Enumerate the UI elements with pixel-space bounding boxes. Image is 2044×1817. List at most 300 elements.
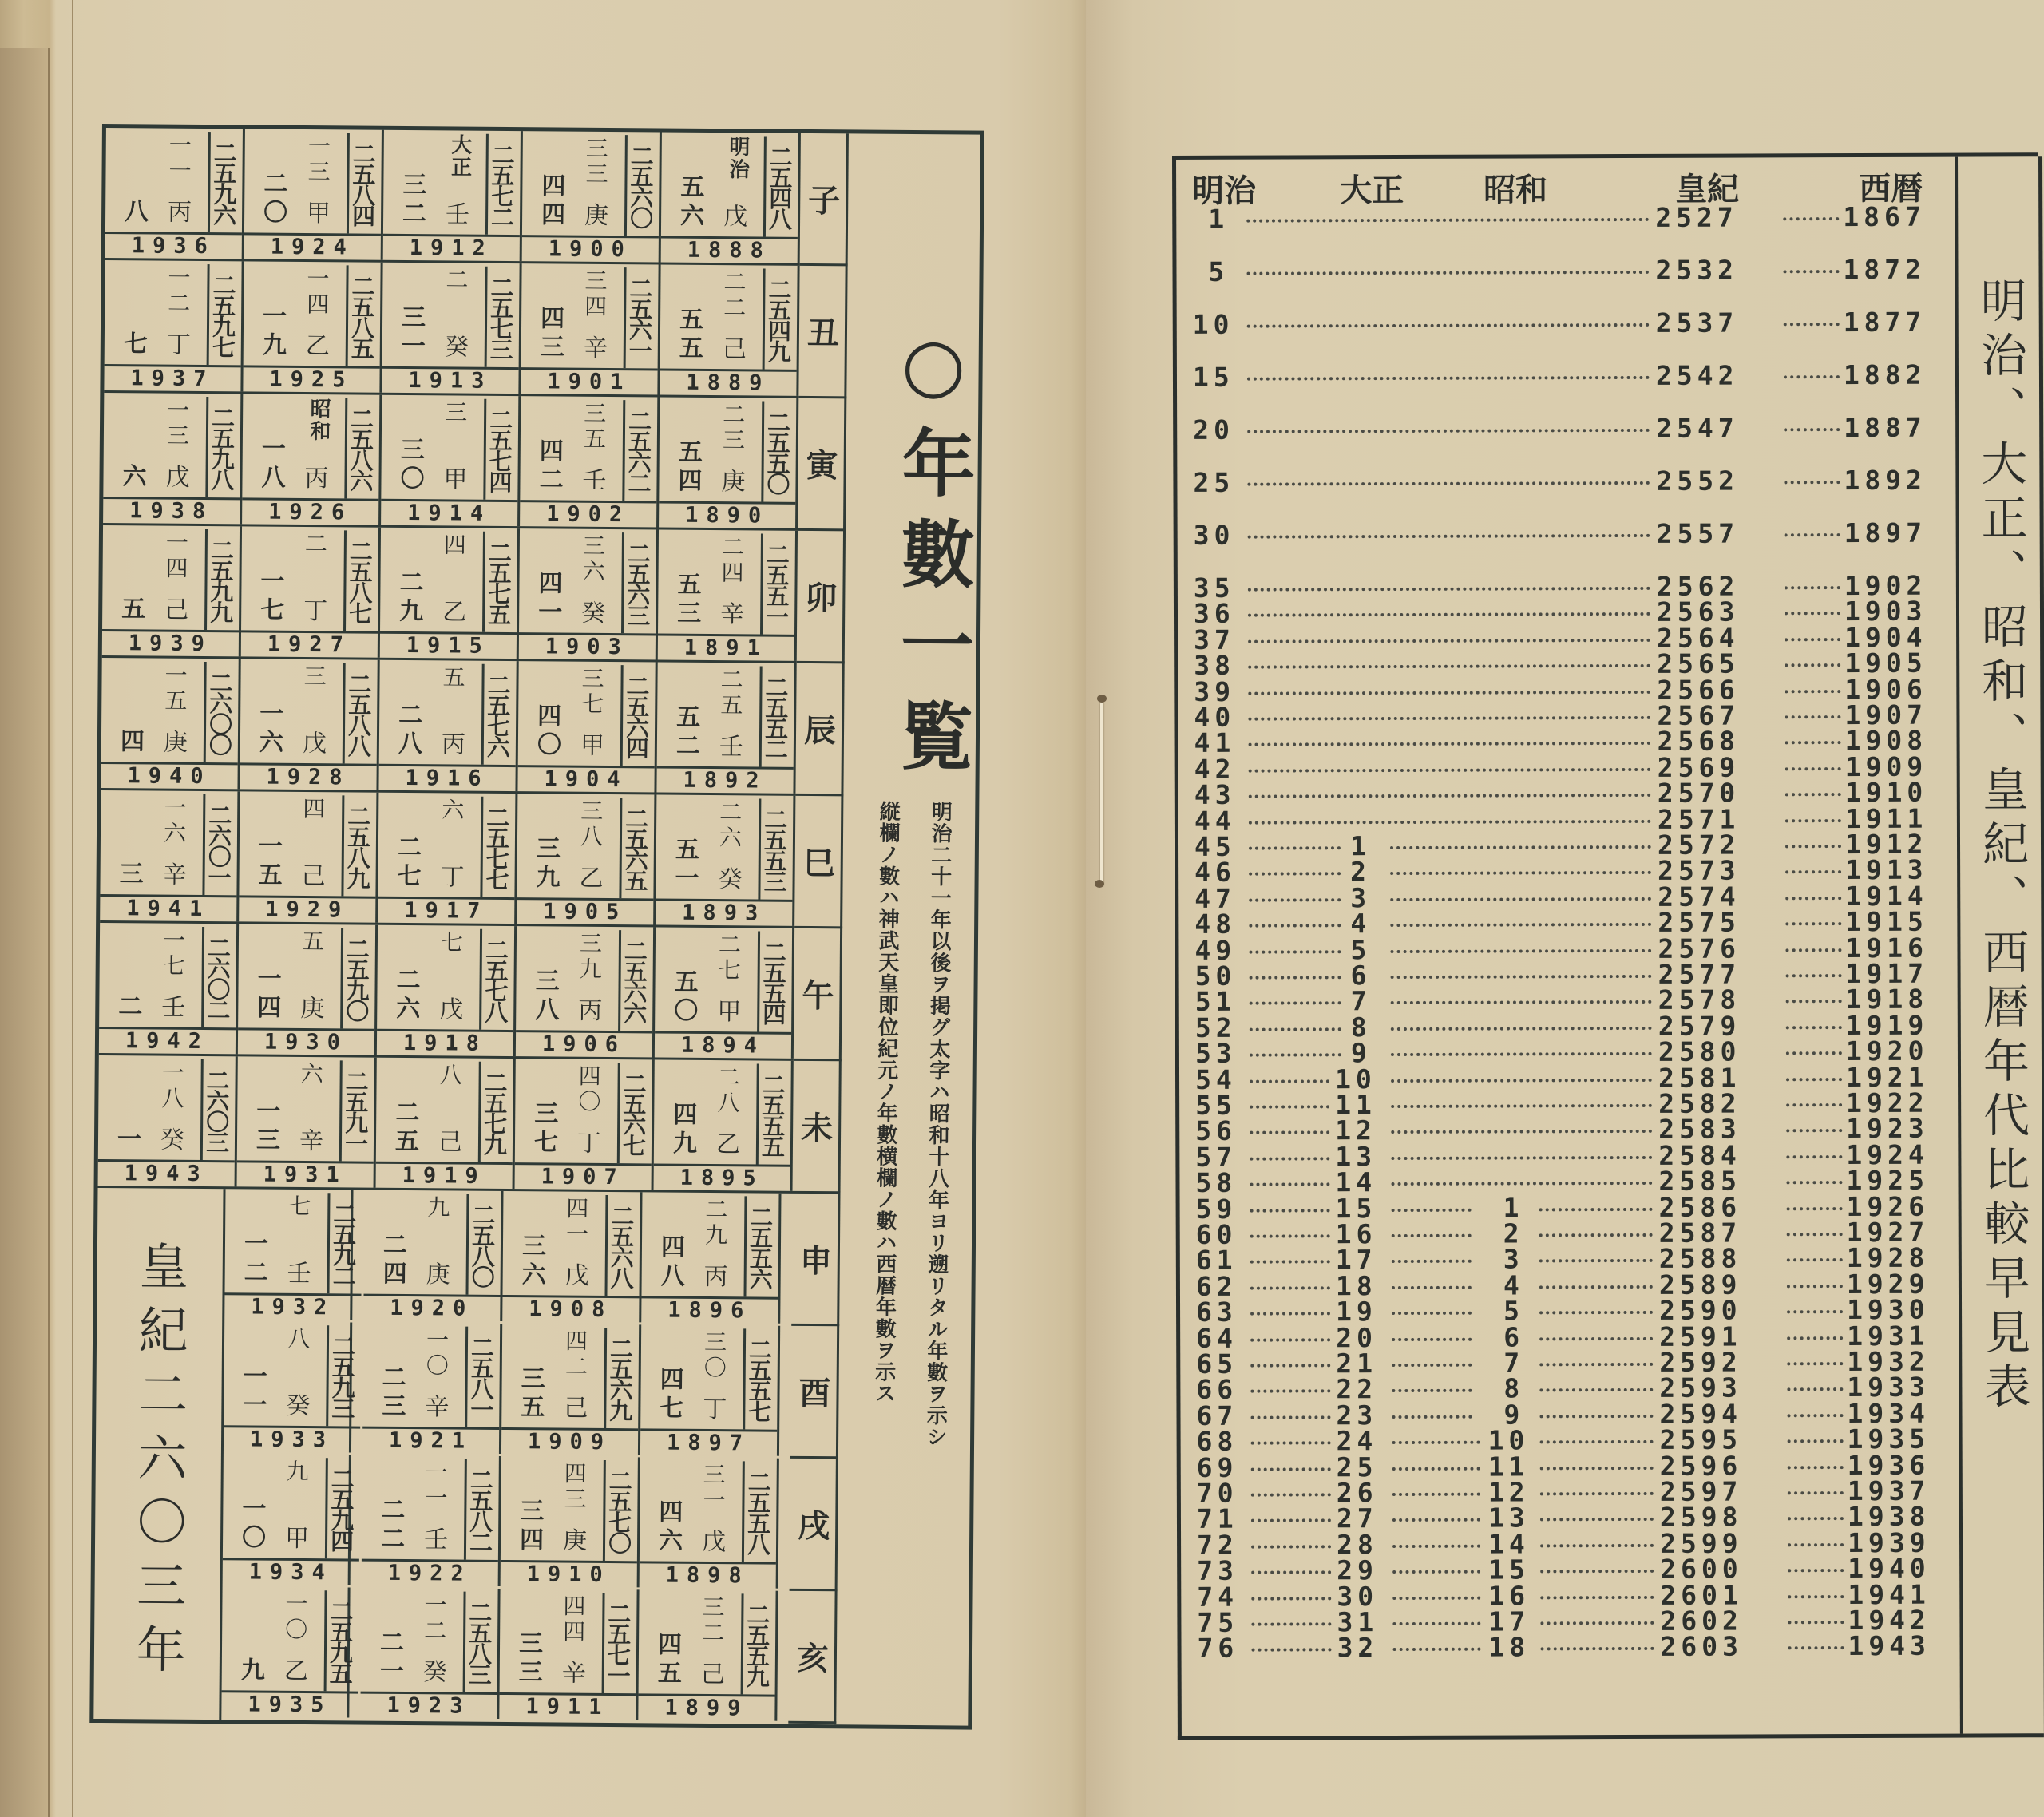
- cell-main: [382, 263, 485, 367]
- heavenly-stem: 戊: [302, 729, 327, 758]
- heavenly-stem: 丁: [703, 1395, 727, 1424]
- era-year: 一四: [162, 530, 189, 582]
- header-koki: 皇紀: [1675, 171, 1740, 208]
- cell-main: [376, 1058, 479, 1162]
- era-year: 一六: [160, 795, 188, 847]
- heavenly-stem: 庚: [562, 1526, 588, 1555]
- meiji-year: 70: [1196, 1477, 1238, 1509]
- years-elapsed: 四四: [536, 172, 565, 231]
- koki-year: 2601: [1660, 1579, 1743, 1611]
- western-year: 1938: [103, 497, 240, 524]
- era-year: 三: [300, 663, 327, 691]
- cell-main: [101, 658, 204, 762]
- koki-year: 二五九七: [207, 264, 238, 365]
- western-year: 1882: [1843, 358, 1927, 391]
- heavenly-stem: 丁: [576, 1129, 602, 1158]
- showa-year: 13: [1487, 1502, 1530, 1534]
- header-meiji: 明治: [1192, 172, 1257, 210]
- era-year: 七: [285, 1194, 312, 1221]
- years-elapsed: 四〇: [532, 703, 561, 761]
- heavenly-stem: 丁: [166, 331, 191, 359]
- era-year: 四三: [561, 1461, 588, 1513]
- western-year: 1937: [104, 364, 240, 391]
- meiji-year: 65: [1196, 1348, 1238, 1380]
- koki-year: 二五五〇: [761, 402, 792, 502]
- meiji-year: 53: [1194, 1037, 1237, 1070]
- year-cell: [378, 793, 517, 924]
- meiji-year: 66: [1196, 1374, 1238, 1406]
- meiji-year: 62: [1195, 1270, 1238, 1302]
- taisho-year: 12: [1335, 1114, 1377, 1146]
- western-year: 1930: [238, 1027, 374, 1055]
- western-year: 1903: [519, 632, 656, 659]
- year-cell: [239, 791, 378, 922]
- era-year: 五: [298, 928, 326, 956]
- cell-main: [518, 661, 621, 766]
- year-cell: [638, 1589, 778, 1720]
- years-elapsed: 二二: [375, 1496, 405, 1555]
- heavenly-stem: 己: [301, 861, 326, 891]
- heavenly-stem: 庚: [426, 1261, 450, 1289]
- koki-year: 二五六一: [624, 267, 655, 368]
- western-year: 1933: [1847, 1372, 1930, 1403]
- taisho-year: 8: [1350, 1011, 1372, 1043]
- era-year: 三七: [578, 666, 605, 718]
- meiji-year: 71: [1196, 1503, 1238, 1535]
- years-elapsed: 五: [117, 596, 145, 625]
- cell-main: [98, 1055, 201, 1160]
- note-1: 明治二十一年以後ヲ掲グ太字ハ昭和十八年ヨリ遡リタル年數ヲ示シ: [923, 801, 953, 1448]
- meiji-year: 10: [1192, 308, 1234, 340]
- year-cell: [656, 662, 796, 793]
- western-year: 1920: [1845, 1035, 1929, 1067]
- koki-year: 二五七〇: [603, 1460, 634, 1561]
- koki-year: 二六〇〇: [204, 662, 235, 762]
- cell-main: [659, 397, 762, 501]
- western-year: 1925: [243, 365, 379, 392]
- showa-year: 10: [1487, 1424, 1530, 1456]
- era-year: 二九: [701, 1197, 729, 1249]
- koki-year: 二五九六: [208, 132, 239, 232]
- koki-year: 2567: [1657, 699, 1741, 731]
- years-elapsed: 二〇: [258, 170, 287, 228]
- koki-year: 2593: [1659, 1372, 1742, 1404]
- taisho-year: 17: [1335, 1244, 1377, 1276]
- western-year: 1898: [640, 1561, 776, 1588]
- heavenly-stem: 乙: [579, 864, 604, 893]
- western-year: 1906: [516, 1030, 652, 1057]
- year-cell: [101, 658, 240, 789]
- koki-year: 2590: [1658, 1294, 1742, 1327]
- heavenly-stem: 己: [164, 596, 189, 624]
- table-row: [1178, 699, 1956, 733]
- koki-year: 二五五五: [756, 1063, 787, 1164]
- cell-main: [223, 1454, 326, 1558]
- western-year: 1929: [1846, 1268, 1930, 1300]
- years-elapsed: 五一: [670, 836, 699, 894]
- years-elapsed: 二八: [393, 701, 422, 760]
- table-row: [100, 790, 795, 928]
- heavenly-stem: 丁: [303, 597, 328, 626]
- western-year: 1912: [1844, 828, 1928, 861]
- meiji-year: 36: [1193, 598, 1235, 630]
- heavenly-stem: 丁: [440, 863, 465, 892]
- table-row: [1180, 1268, 1959, 1302]
- western-year: 1867: [1843, 200, 1926, 233]
- taisho-year: 27: [1336, 1502, 1378, 1534]
- year-cell: [240, 659, 379, 790]
- western-year: 1919: [376, 1162, 513, 1189]
- era-year: 二六: [715, 800, 743, 852]
- years-elapsed: 二五: [390, 1099, 419, 1158]
- cell-main: [237, 1056, 340, 1161]
- koki-year: 2532: [1655, 254, 1739, 286]
- table-row: [1177, 358, 1955, 393]
- showa-year: 15: [1488, 1554, 1531, 1585]
- years-elapsed: 三四: [514, 1498, 544, 1556]
- western-year: 1900: [522, 235, 659, 262]
- koki-year: 二五八四: [347, 133, 378, 233]
- taisho-year: 15: [1335, 1192, 1377, 1224]
- taisho-year: 30: [1337, 1580, 1379, 1612]
- western-year: 1918: [1845, 984, 1929, 1015]
- meiji-year: 61: [1195, 1245, 1238, 1277]
- cell-main: [501, 1324, 604, 1428]
- table-row: [1178, 647, 1956, 682]
- showa-year: 7: [1503, 1347, 1525, 1379]
- year-cell: [502, 1191, 642, 1322]
- koki-year: 二五六五: [619, 798, 650, 898]
- table-row: [99, 923, 794, 1061]
- western-year: 1877: [1843, 306, 1927, 338]
- years-elapsed: 九: [236, 1657, 264, 1686]
- koki-year: 2587: [1658, 1217, 1742, 1249]
- cell-main: [501, 1456, 604, 1561]
- western-year: 1939: [1848, 1526, 1931, 1558]
- koki-year: 二五九二: [327, 1193, 358, 1293]
- koki-year: 二五八五: [346, 265, 377, 366]
- header-seireki: 西暦: [1859, 170, 1923, 208]
- year-cell: [383, 130, 523, 261]
- era-year: 四一: [562, 1196, 590, 1248]
- koki-year: 2582: [1658, 1087, 1741, 1119]
- zodiac-label: 戌: [790, 1459, 838, 1591]
- meiji-year: 48: [1194, 908, 1237, 940]
- table-row: [1177, 411, 1955, 445]
- heavenly-stem: 丙: [304, 465, 329, 493]
- western-year: 1907: [1844, 699, 1928, 731]
- table-row: [98, 1055, 794, 1194]
- western-year: 1926: [1846, 1190, 1930, 1222]
- koki-year: 2566: [1657, 674, 1740, 706]
- koki-year: 2568: [1657, 725, 1741, 758]
- era-year: 九: [424, 1195, 451, 1221]
- western-year: 1891: [658, 633, 794, 660]
- koki-year: 2599: [1660, 1527, 1743, 1559]
- western-year: 1911: [499, 1692, 636, 1720]
- year-cell: [655, 927, 794, 1058]
- western-year: 1892: [1844, 464, 1927, 497]
- heavenly-stem: 乙: [715, 1130, 741, 1159]
- years-elapsed: 二四: [378, 1231, 407, 1290]
- koki-year: 二五七七: [480, 797, 511, 897]
- western-year: 1901: [521, 367, 657, 394]
- era-year: 一一: [165, 133, 192, 184]
- taisho-year: 29: [1337, 1554, 1379, 1586]
- heavenly-stem: 乙: [442, 598, 467, 627]
- cell-main: [361, 1588, 464, 1692]
- western-year: 1940: [101, 762, 237, 789]
- cell-main: [661, 133, 764, 237]
- koki-year: 2527: [1655, 201, 1738, 233]
- koki-year: 二五八二: [464, 1459, 495, 1560]
- koki-year-label: 皇紀二六〇三年: [93, 1188, 225, 1724]
- table-row: [1178, 569, 1956, 604]
- year-count-table: [89, 124, 984, 1730]
- year-cell: [241, 526, 381, 657]
- year-cell: [98, 1055, 238, 1186]
- year-cell: [238, 924, 378, 1055]
- western-year: 1941: [1848, 1578, 1931, 1610]
- year-cell: [363, 1190, 503, 1321]
- cell-main: [100, 790, 203, 895]
- year-cell: [360, 1588, 500, 1719]
- cell-main: [362, 1323, 465, 1427]
- era-year: 四: [440, 532, 467, 559]
- taisho-year: 16: [1335, 1218, 1377, 1250]
- western-year: 1896: [641, 1296, 778, 1323]
- meiji-year: 5: [1208, 255, 1230, 287]
- western-year: 1938: [1847, 1501, 1931, 1533]
- western-year: 1929: [239, 895, 375, 922]
- heavenly-stem: 壬: [287, 1259, 311, 1289]
- table-row: [1178, 750, 1957, 785]
- era-year: 八: [436, 1063, 463, 1089]
- western-year: 1902: [1844, 569, 1927, 602]
- era-year: 一〇: [422, 1328, 450, 1380]
- years-elapsed: 四五: [652, 1631, 682, 1689]
- western-year: 1906: [1844, 673, 1927, 705]
- year-cell: [522, 131, 662, 262]
- meiji-year: 55: [1195, 1089, 1237, 1121]
- cell-main: [515, 1059, 618, 1163]
- western-year: 1893: [656, 898, 792, 925]
- table-row: [1180, 1216, 1959, 1250]
- cell-main: [240, 659, 343, 763]
- meiji-year: 43: [1194, 778, 1236, 811]
- western-year: 1933: [224, 1425, 360, 1452]
- cell-main: [244, 261, 347, 366]
- western-year: 1928: [1846, 1242, 1930, 1274]
- year-cell: [242, 394, 382, 525]
- book-edge: [0, 48, 50, 1817]
- koki-year: 二五七九: [478, 1062, 509, 1162]
- era-year: 二三: [719, 402, 747, 454]
- header-showa: 昭和: [1483, 172, 1548, 209]
- koki-year: 2586: [1658, 1191, 1742, 1223]
- koki-year: 2562: [1656, 570, 1740, 602]
- era-year: 三八: [576, 798, 604, 850]
- table-row: [1181, 1552, 1959, 1587]
- cell-main: [502, 1191, 605, 1296]
- taisho-year: 13: [1335, 1140, 1377, 1173]
- zodiac-label: 酉: [790, 1326, 839, 1459]
- meiji-year: 57: [1195, 1141, 1238, 1173]
- zodiac-label: 亥: [788, 1591, 837, 1724]
- year-cell: [501, 1456, 640, 1587]
- meiji-year: 63: [1195, 1296, 1238, 1328]
- meiji-year: 73: [1197, 1554, 1239, 1587]
- table-row: [1181, 1578, 1959, 1613]
- koki-year: 2595: [1659, 1423, 1743, 1456]
- table-row: [1178, 828, 1957, 862]
- showa-year: 14: [1488, 1528, 1530, 1560]
- heavenly-stem: 己: [438, 1128, 463, 1157]
- western-year: 1931: [237, 1160, 374, 1187]
- heavenly-stem: 庚: [163, 728, 188, 757]
- heavenly-stem: 壬: [445, 200, 470, 229]
- showa-year: 8: [1503, 1372, 1525, 1404]
- cell-main: [640, 1324, 743, 1429]
- taisho-year: 24: [1336, 1425, 1378, 1457]
- meiji-year: 44: [1194, 805, 1236, 837]
- year-cell: [377, 925, 517, 1056]
- taisho-year: 18: [1335, 1269, 1377, 1302]
- meiji-year: 46: [1194, 857, 1236, 889]
- cell-main: [239, 791, 342, 896]
- meiji-year: 54: [1194, 1063, 1237, 1095]
- koki-year: 二五八三: [463, 1592, 494, 1692]
- zodiac-label: 巳: [794, 796, 843, 928]
- cell-main: [222, 1586, 325, 1691]
- western-year: 1910: [1844, 776, 1928, 809]
- years-elapsed: 四八: [656, 1233, 685, 1292]
- years-elapsed: 四二: [534, 437, 563, 496]
- heavenly-stem: 庚: [721, 468, 746, 497]
- table-row: [1180, 1190, 1959, 1225]
- koki-year: 2600: [1660, 1553, 1743, 1585]
- cell-main: [103, 393, 206, 497]
- cell-main: [363, 1190, 466, 1295]
- meiji-year: 76: [1197, 1633, 1239, 1665]
- years-elapsed: 二三: [377, 1364, 406, 1423]
- heavenly-stem: 庚: [584, 201, 609, 230]
- heavenly-stem: 辛: [720, 600, 745, 629]
- year-cell: [517, 794, 656, 924]
- western-year: 1910: [501, 1560, 637, 1587]
- year-cell: [517, 661, 657, 792]
- cell-main: [244, 129, 347, 233]
- western-year: 1917: [1845, 957, 1929, 990]
- table-row: [1179, 1087, 1958, 1121]
- showa-year: 17: [1488, 1605, 1531, 1637]
- years-elapsed: 一: [112, 1126, 141, 1155]
- year-cell: [224, 1189, 358, 1320]
- western-year: 1930: [1846, 1293, 1930, 1326]
- koki-year: 二五七四: [483, 399, 514, 500]
- western-year: 1905: [517, 897, 653, 924]
- year-cell: [99, 923, 239, 1054]
- table-row: [1178, 802, 1957, 837]
- years-elapsed: 五六: [675, 173, 704, 232]
- meiji-year: 74: [1197, 1581, 1239, 1613]
- table-row: [1180, 1293, 1959, 1328]
- table-row: [1178, 596, 1956, 630]
- table-row: [1178, 517, 1956, 551]
- western-year: 1902: [520, 500, 656, 527]
- page-title: ○年數一覧: [887, 321, 977, 790]
- meiji-year: 72: [1197, 1529, 1238, 1561]
- binding-stitch: [1100, 703, 1103, 886]
- taisho-year: 28: [1337, 1528, 1378, 1561]
- western-year: 1943: [98, 1159, 235, 1186]
- koki-year: 2585: [1658, 1165, 1742, 1197]
- western-year: 1892: [656, 766, 793, 793]
- koki-year: 二五八九: [341, 795, 372, 896]
- year-cell: [654, 1059, 794, 1190]
- era-year: 一七: [159, 928, 187, 980]
- cell-main: [105, 260, 208, 365]
- meiji-year: 41: [1194, 727, 1236, 759]
- koki-year: 2583: [1658, 1113, 1741, 1146]
- western-year: 1908: [502, 1295, 639, 1322]
- table-row: [1178, 932, 1957, 966]
- years-elapsed: 二一: [374, 1629, 404, 1688]
- table-row: [1179, 1061, 1958, 1095]
- table-row: [104, 260, 799, 398]
- years-elapsed: 三三: [513, 1630, 543, 1688]
- heavenly-stem: 戊: [439, 996, 464, 1024]
- heavenly-stem: 己: [564, 1394, 588, 1423]
- table-row: [1179, 984, 1958, 1018]
- year-cell: [362, 1455, 501, 1586]
- western-year: 1888: [661, 236, 798, 263]
- cell-main: [657, 662, 760, 766]
- western-year: 1915: [380, 631, 517, 659]
- year-cell: [658, 529, 798, 660]
- years-elapsed: 三一: [396, 303, 426, 362]
- year-cell: [102, 525, 242, 656]
- koki-year: 二五七一: [602, 1593, 633, 1693]
- koki-year: 二五五三: [758, 798, 789, 899]
- table-row: [1180, 1242, 1959, 1277]
- cell-main: [241, 526, 344, 631]
- koki-year: 二五六六: [618, 930, 649, 1031]
- table-row: [1180, 1397, 1959, 1431]
- years-elapsed: 三五: [516, 1365, 545, 1423]
- koki-year: 2574: [1658, 881, 1741, 912]
- western-year: 1919: [1845, 1009, 1929, 1041]
- koki-year: 二五九〇: [340, 928, 371, 1028]
- western-year: 1889: [660, 368, 796, 395]
- meiji-year: 1: [1208, 203, 1230, 235]
- meiji-year: 35: [1193, 572, 1235, 604]
- years-elapsed: 五五: [674, 306, 703, 364]
- table-row: [1178, 854, 1957, 889]
- era-year: 三一: [699, 1462, 727, 1514]
- table-row: [1179, 957, 1958, 992]
- meiji-year: 68: [1196, 1425, 1238, 1458]
- koki-year: 二五五四: [757, 931, 788, 1031]
- header-taisho: 大正: [1340, 172, 1404, 210]
- taisho-year: 32: [1337, 1632, 1379, 1664]
- table-row: [1181, 1604, 1959, 1638]
- cell-main: [655, 927, 758, 1031]
- years-elapsed: 三二: [397, 171, 426, 230]
- western-year: 1942: [99, 1027, 236, 1054]
- koki-year: 二五六七: [617, 1063, 648, 1163]
- years-elapsed: 一八: [256, 435, 285, 493]
